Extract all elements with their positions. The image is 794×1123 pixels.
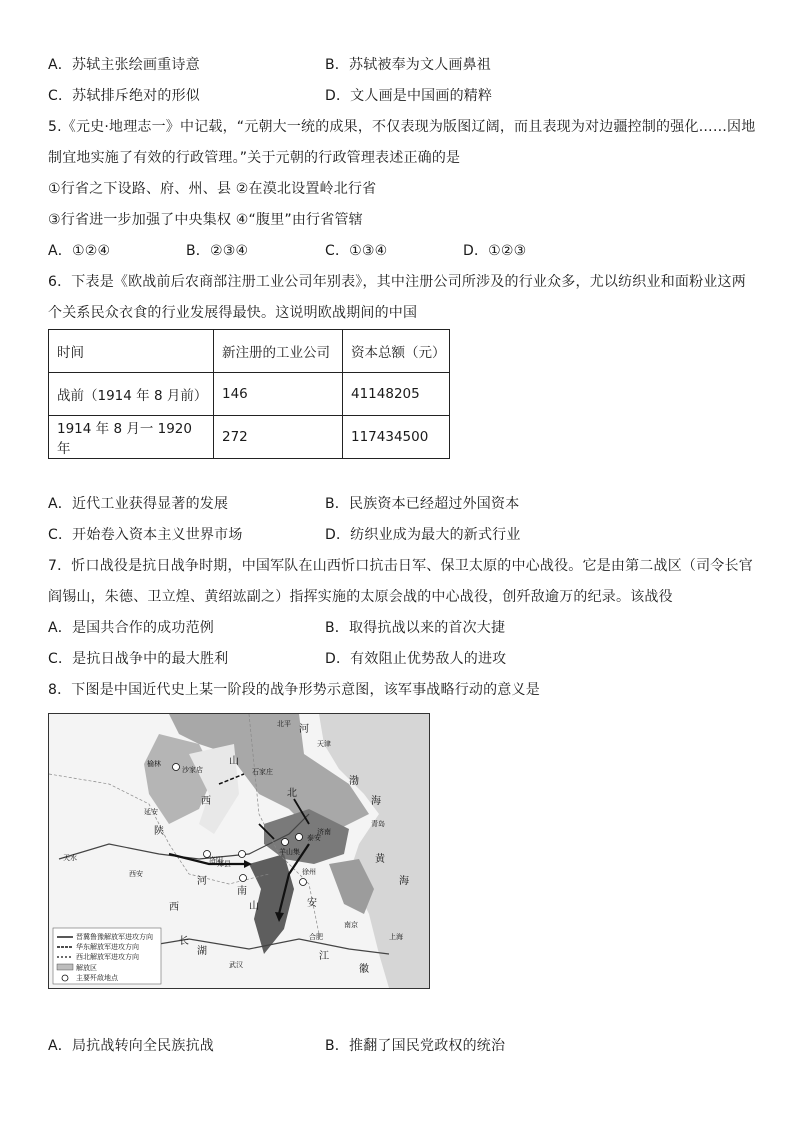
q6-option-a[interactable]: A．近代工业获得显著的发展	[48, 496, 229, 512]
region-label: 河	[197, 876, 207, 887]
region-label: 西	[169, 902, 179, 913]
region-label: 江	[319, 951, 329, 962]
place-label: 天津	[317, 740, 331, 748]
region-label: 山	[249, 901, 259, 912]
place-label: 羊山集	[279, 848, 300, 856]
q6-stem-line2: 个关系民众衣食的行业发展得最快。这说明欧战期间的中国	[48, 305, 418, 321]
table-header-cell: 新注册的工业公司	[214, 330, 343, 373]
region-label: 山	[229, 756, 239, 767]
table-header-row	[49, 330, 450, 373]
table-header-cell: 时间	[49, 330, 214, 373]
place-label: 南京	[344, 921, 358, 929]
region-label: 海	[371, 796, 381, 807]
legend-swatch	[57, 964, 73, 970]
map-legend	[53, 928, 161, 984]
q6-data-table	[48, 329, 450, 459]
place-label: 沙家店	[182, 766, 203, 774]
legend-label: 主要歼敌地点	[76, 974, 118, 982]
q5-option-d[interactable]: D．①②③	[463, 243, 527, 259]
place-label: 泰安	[307, 834, 321, 842]
table-cell: 146	[214, 373, 343, 416]
region-label: 西	[201, 796, 211, 807]
place-label: 西安	[129, 870, 143, 878]
q7-option-a[interactable]: A．是国共合作的成功范例	[48, 620, 214, 636]
q7-stem-line2: 阎锡山，朱德、卫立煌、黄绍竑副之）指挥实施的太原会战的中心战役，创歼敌逾万的纪录。该战役	[48, 589, 673, 605]
region-label: 长	[179, 936, 189, 947]
q8-stem: 8．下图是中国近代史上某一阶段的战争形势示意图，该军事战略行动的意义是	[48, 682, 540, 698]
map-svg	[49, 714, 429, 988]
table-cell: 117434500	[343, 416, 450, 459]
table-cell: 41148205	[343, 373, 450, 416]
region-label: 黄	[375, 854, 385, 865]
place-label: 青岛	[371, 820, 385, 828]
legend-label: 解放区	[76, 964, 97, 972]
q4-option-a[interactable]: A．苏轼主张绘画重诗意	[48, 57, 200, 73]
region-label: 陕	[154, 826, 164, 837]
legend-swatch	[62, 975, 68, 981]
place-label: 济南	[317, 828, 331, 836]
region-label: 河	[299, 724, 309, 735]
table-row	[49, 373, 450, 416]
place-label: 徐州	[302, 868, 316, 876]
q7-stem-line1: 7．忻口战役是抗日战争时期，中国军队在山西忻口抗击日军、保卫太原的中心战役。它是由第二战区（司令长官	[48, 558, 753, 574]
place-label: 延安	[144, 808, 158, 816]
q5-option-b[interactable]: B．②③④	[186, 243, 249, 259]
region-label: 南	[237, 886, 247, 897]
table-cell: 1914 年 8 月一 1920 年	[49, 416, 214, 459]
q6-option-b[interactable]: B．民族资本已经超过外国资本	[325, 496, 520, 512]
region-label: 北	[287, 788, 297, 799]
region-label: 安	[307, 898, 317, 909]
q5-stem-line2: 制宜地实施了有效的行政管理。”关于元朝的行政管理表述正确的是	[48, 150, 461, 166]
q6-option-d[interactable]: D．纺织业成为最大的新式行业	[325, 527, 521, 543]
q7-option-b[interactable]: B．取得抗战以来的首次大捷	[325, 620, 506, 636]
q7-option-c[interactable]: C．是抗日战争中的最大胜利	[48, 651, 229, 667]
q6-option-c[interactable]: C．开始卷入资本主义世界市场	[48, 527, 243, 543]
place-label: 石家庄	[252, 768, 273, 776]
table-header-cell: 资本总额（元）	[343, 330, 450, 373]
place-label: 北平	[277, 720, 291, 728]
place-label: 榆林	[147, 760, 161, 768]
q5-items-line2: ③行省进一步加强了中央集权 ④“腹里”由行省管辖	[48, 212, 363, 228]
q8-option-a[interactable]: A．局抗战转向全民族抗战	[48, 1038, 214, 1054]
table-row	[49, 416, 450, 459]
table-cell: 战前（1914 年 8 月前）	[49, 373, 214, 416]
war-situation-map	[48, 713, 430, 989]
q5-stem-line1: 5.《元史·地理志一》中记载，“元朝大一统的成果，不仅表现为版图辽阔，而且表现为对边疆控制的强化……因地	[48, 119, 756, 135]
place-label: 天水	[63, 854, 77, 862]
q7-option-d[interactable]: D．有效阻止优势敌人的进攻	[325, 651, 507, 667]
region-label: 徽	[359, 964, 369, 975]
legend-label: 西北解放军进攻方向	[76, 953, 139, 961]
q4-option-b[interactable]: B．苏轼被奉为文人画鼻祖	[325, 57, 492, 73]
region-label: 渤	[349, 776, 359, 787]
legend-label: 华东解放军进攻方向	[76, 943, 139, 951]
q4-option-c[interactable]: C．苏轼排斥绝对的形似	[48, 88, 200, 104]
q5-option-a[interactable]: A．①②④	[48, 243, 111, 259]
region-label: 湖	[197, 946, 207, 957]
place-label: 洛阳	[209, 856, 223, 864]
q4-option-d[interactable]: D．文人画是中国画的精粹	[325, 88, 493, 104]
place-label: 郑县	[217, 860, 231, 868]
place-label: 合肥	[309, 933, 323, 941]
place-label: 武汉	[229, 961, 243, 969]
q5-option-c[interactable]: C．①③④	[325, 243, 388, 259]
q8-option-b[interactable]: B．推翻了国民党政权的统治	[325, 1038, 506, 1054]
region-label: 海	[399, 876, 409, 887]
q5-items-line1: ①行省之下设路、府、州、县 ②在漠北设置岭北行省	[48, 181, 377, 197]
legend-label: 晋冀鲁豫解放军进攻方向	[76, 933, 153, 941]
place-label: 上海	[389, 933, 403, 941]
table-cell: 272	[214, 416, 343, 459]
q6-stem-line1: 6．下表是《欧战前后农商部注册工业公司年别表》，其中注册公司所涉及的行业众多，尤以纺织业和面粉业这两	[48, 274, 746, 290]
